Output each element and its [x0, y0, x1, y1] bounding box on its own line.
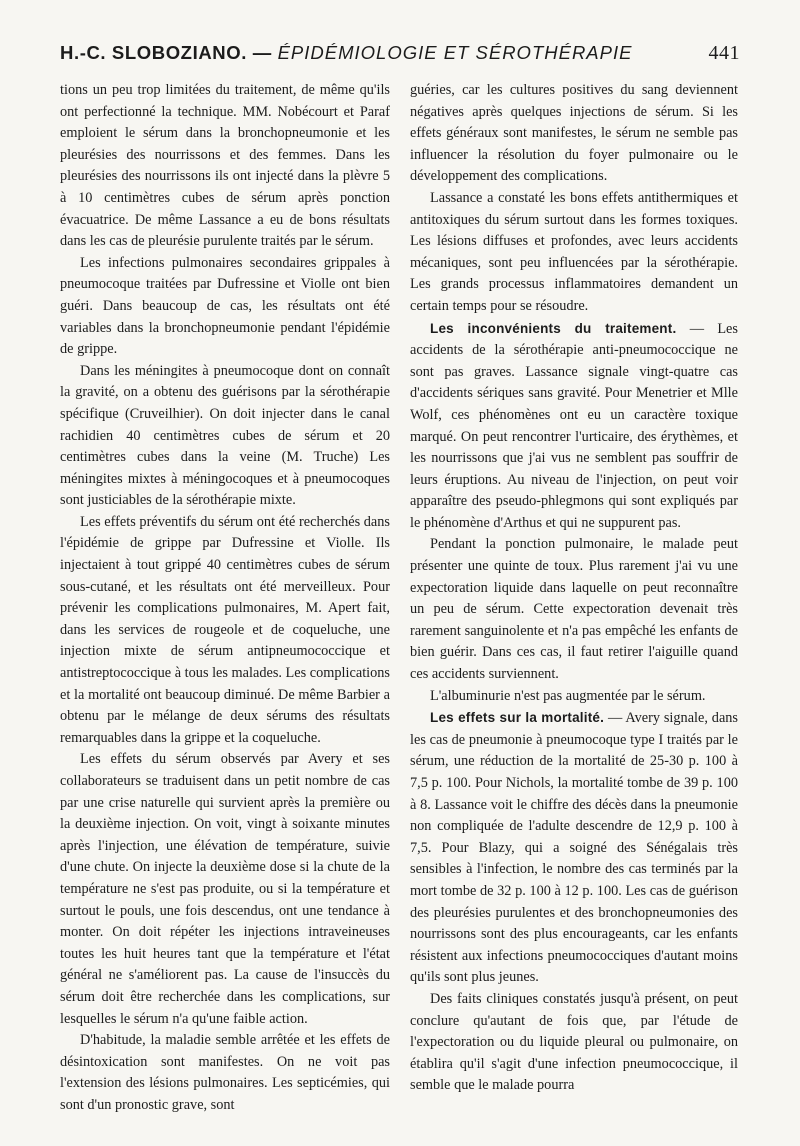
- paragraph: Dans les méningites à pneumocoque dont on connaît la gravité, on a obtenu des guérisons par la sérothérapie spécifique (Cruveilhier). On doit injecter dans le canal rachidien 40 centimètres cubes de sérum et 20 centimètres cubes dans la veine (M. Truche) Les méningites mixtes à méningocoques et à pneumocoques sont justiciables de la sérothérapie mixte.: [60, 362, 390, 509]
- section-inconvenients: [410, 318, 738, 535]
- section-text: Avery signale, dans les cas de pneumonie à pneumocoque type I traités par le sérum, une réduction de la mortalité de 25-30 p. 100 à 7,5 p. 100. Pour Nichols, la mortalité tombe de 39 p. 100 à 8. Lassance voit le chiffre des décès dans la pneumonie non compliquée de l'adulte descendre de 12,9 p. 100 à 7,5. Pour Blazy, qui a soigné des Sénégalais très sensibles à l'infection, le nombre des cas terminés par la mort tombe de 32 p. 100 à 12 p. 100. Les cas de guérison des pleurésies purulentes et des bronchopneumonies des nourrissons sont des plus encourageants, car les enfants résistent aux infections pneumococciques d'autant moins qu'ils sont plus jeunes.: [410, 710, 738, 986]
- paragraph: Les infections pulmonaires secondaires grippales à pneumocoque traitées par Dufressine et Violle ont bien guéri. Dans beaucoup de cas, les résultats ont été variables dans la bronchopneumonie pendant l'épidémie de grippe.: [60, 254, 390, 358]
- paragraph: Les effets du sérum observés par Avery et ses collaborateurs se traduisent dans un petit nombre de cas par une crise naturelle qui survient après la première ou la deuxième injection. On voit, vingt à soixante minutes après l'injection, une élévation de température, suivie d'une chute. On injecte la deuxième dose si la chute de la température ne s'est pas produite, ou si la température et surtout le pouls, une fois descendus, ont une tendance à monter. On doit répéter les injections intraveineuses toutes les huit heures tant que la température et l'état général ne s'améliorent pas. La cause de l'insuccès du sérum doit être recherchée dans les complications, sur lesquelles le sérum n'a qu'une faible action.: [60, 751, 390, 1027]
- running-header: [60, 42, 740, 70]
- page-number: 441: [708, 42, 740, 64]
- header-author: H.-C. SLOBOZIANO.: [60, 42, 247, 63]
- paragraph: Lassance a constaté les bons effets antithermiques et antitoxiques du sérum surtout dans les formes toxiques. Les lésions diffuses et profondes, avec leurs accidents mécaniques, sont peu influencées par la sérothérapie. Les grands processus inflammatoires demandent un certain temps pour se résoudre.: [410, 189, 738, 314]
- paragraph: L'albuminurie n'est pas augmentée par le sérum.: [430, 687, 706, 704]
- paragraph: Les effets préventifs du sérum ont été recherchés dans l'épidémie de grippe par Dufressine et Violle. Ils injectaient à tout grippé 40 centimètres cubes de sérum sous-cutané, et les résultats ont été merveilleux. Pour prévenir les complications pulmonaires, M. Apert fait, dans les services de rougeole et de coqueluche, une injection mixte de sérum antipneumococcique et antistreptococcique à tous les malades. Les complications et la mortalité ont beaucoup diminué. De même Barbier a obtenu par le mélange de deux sérums des résultats remarquables dans la grippe et la coqueluche.: [60, 513, 390, 746]
- section-heading: Les effets sur la mortalité.: [430, 710, 605, 726]
- left-column: [60, 80, 390, 1130]
- paragraph: tions un peu trop limitées du traitement, de même qu'ils ont perfectionné la technique. MM. Nobécourt et Paraf emploient le sérum dans la bronchopneumonie et les pleurésies des nourrissons et des femmes. Dans les pleurésies des nourrissons ils ont injecté dans la plèvre 5 à 10 centimètres cubes de sérum après ponction évacuatrice. De même Lassance a eu de bons résultats dans les cas de pleurésie purulente traités par le sérum.: [60, 82, 390, 250]
- header-title: ÉPIDÉMIOLOGIE ET SÉROTHÉRAPIE: [277, 42, 633, 63]
- section-dash: —: [689, 320, 705, 337]
- right-column: [410, 80, 738, 1130]
- section-text: Les accidents de la sérothérapie anti-pneumococcique ne sont pas graves. Lassance signale vingt-quatre cas d'accidents sériques sans gravité. Pour Menetrier et Mlle Wolf, ces phénomènes ont eu un caractère toxique marqué. On peut rencontrer l'urticaire, des érythèmes, et les nourrissons que j'ai vus ne semblent pas souffrir de leurs éruptions. Au niveau de l'injection, on peut voir apparaître des pseudo-phlegmons qui sont expliqués par le phénomène d'Arthus et qui ne suppurent pas.: [410, 320, 738, 531]
- paragraph: guéries, car les cultures positives du sang deviennent négatives après quelques injections de sérum. Si les effets généraux sont manifestes, le sérum ne semble pas influencer la résolution du foyer pulmonaire ou le développement des complications.: [410, 82, 738, 185]
- paragraph: D'habitude, la maladie semble arrêtée et les effets de désintoxication sont manifestes. On ne voit pas l'extension des lésions pulmonaires. Les septicémies, qui sont d'un pronostic grave, sont: [60, 1032, 390, 1113]
- section-heading: Les inconvénients du traitement.: [430, 320, 677, 336]
- section-mortalite: [410, 707, 738, 989]
- paragraph: Des faits cliniques constatés jusqu'à présent, on peut conclure qu'autant de fois que, par l'étude de l'expectoration ou du liquide pleural ou pulmonaire, on établira qu'il s'agit d'une infection pneumococcique, il semble que le malade pourra: [410, 990, 738, 1094]
- header-separator: —: [252, 42, 272, 63]
- section-dash: —: [607, 710, 623, 727]
- running-title: [60, 42, 632, 64]
- paragraph: Pendant la ponction pulmonaire, le malade peut présenter une quinte de toux. Plus rarement j'ai vu une expectoration liquide dans laquelle on peut reconnaître un peu de sérum. Cette expectoration devenait très rarement sanguinolente et n'a pas empêché les enfants de bien guérir. Dans ces cas, il faut retirer l'aiguille quand ces accidents surviennent.: [410, 536, 738, 683]
